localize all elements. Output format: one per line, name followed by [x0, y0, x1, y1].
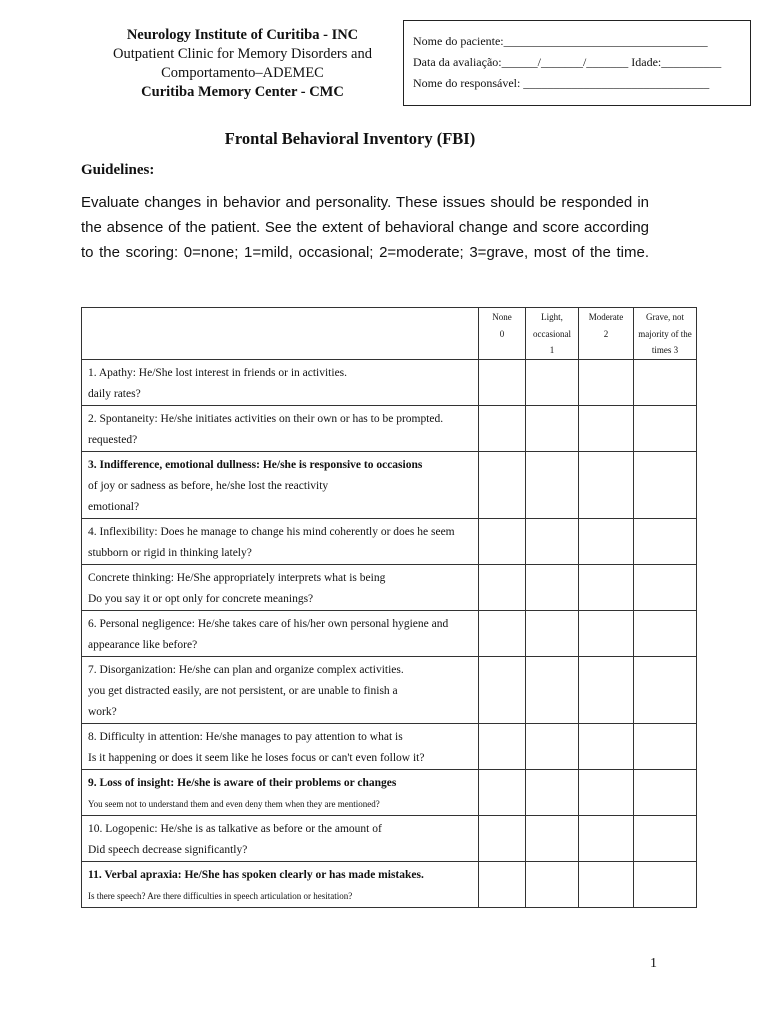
score-cell[interactable] — [579, 405, 634, 451]
item-header-cell — [82, 308, 479, 360]
score-cell[interactable] — [634, 564, 697, 610]
score-cell[interactable] — [526, 359, 579, 405]
score-cell[interactable] — [634, 451, 697, 518]
table-row — [82, 359, 697, 405]
score-cell[interactable] — [579, 359, 634, 405]
score-cell[interactable] — [479, 861, 526, 907]
table-row — [82, 610, 697, 656]
col-none-header: None 0 — [479, 308, 526, 360]
score-cell[interactable] — [634, 359, 697, 405]
item-apathy: 1. Apathy: He/She lost interest in friends or in activities. daily rates? — [82, 359, 479, 405]
table-row — [82, 564, 697, 610]
score-cell[interactable] — [479, 518, 526, 564]
instructions-paragraph: Evaluate changes in behavior and personality. These issues should be responded in the absence of the patient. See the extent of behavioral change and score according to the scoring: 0=none; 1=mild, occasional; 2=moderate; 3=grave, most of the time. — [81, 194, 649, 261]
page-title: Frontal Behavioral Inventory (FBI) — [224, 129, 476, 148]
score-cell[interactable] — [479, 656, 526, 723]
score-cell[interactable] — [579, 815, 634, 861]
score-cell[interactable] — [579, 656, 634, 723]
score-cell[interactable] — [479, 451, 526, 518]
responsible-name-field[interactable]: Nome do responsável: _______________________________ — [413, 76, 710, 90]
score-cell[interactable] — [634, 518, 697, 564]
score-cell[interactable] — [526, 861, 579, 907]
evaluation-date-field[interactable]: Data da avaliação:______/_______/_______ Idade:__________ — [413, 55, 722, 69]
score-cell[interactable] — [579, 518, 634, 564]
page-number: 1 — [650, 956, 657, 971]
memory-center-name: Curitiba Memory Center - CMC — [141, 84, 344, 100]
guidelines-heading: Guidelines: — [81, 162, 155, 178]
clinic-name-line2: Comportamento–ADEMEC — [161, 65, 324, 81]
score-cell[interactable] — [479, 815, 526, 861]
table-header-row — [82, 308, 697, 360]
table-row — [82, 451, 697, 518]
score-cell[interactable] — [579, 723, 634, 769]
table-row — [82, 861, 697, 907]
table-row — [82, 518, 697, 564]
item-disorganization: 7. Disorganization: He/she can plan and organize complex activities. you get distracted easily, are not persistent, or are unable to finish a work? — [82, 656, 479, 723]
score-cell[interactable] — [526, 769, 579, 815]
score-cell[interactable] — [479, 723, 526, 769]
score-cell[interactable] — [526, 656, 579, 723]
item-verbal-apraxia: 11. Verbal apraxia: He/She has spoken clearly or has made mistakes. Is there speech? Are there difficulties in speech articulation or hesitation? — [82, 861, 479, 907]
score-cell[interactable] — [579, 451, 634, 518]
item-concrete-thinking: Concrete thinking: He/She appropriately interprets what is being Do you say it or opt only for concrete meanings? — [82, 564, 479, 610]
score-cell[interactable] — [634, 610, 697, 656]
fbi-score-table — [81, 307, 697, 908]
score-cell[interactable] — [479, 405, 526, 451]
score-cell[interactable] — [479, 564, 526, 610]
item-logopenic: 10. Logopenic: He/she is as talkative as before or the amount of Did speech decrease significantly? — [82, 815, 479, 861]
clinic-header — [90, 26, 395, 102]
score-cell[interactable] — [526, 518, 579, 564]
score-cell[interactable] — [634, 656, 697, 723]
score-cell[interactable] — [579, 610, 634, 656]
institute-name: Neurology Institute of Curitiba - INC — [126, 27, 359, 43]
table-row — [82, 723, 697, 769]
score-cell[interactable] — [634, 769, 697, 815]
col-moderate-header: Moderate 2 — [579, 308, 634, 360]
score-cell[interactable] — [634, 723, 697, 769]
score-cell[interactable] — [526, 405, 579, 451]
score-cell[interactable] — [479, 769, 526, 815]
score-cell[interactable] — [526, 610, 579, 656]
item-loss-of-insight: 9. Loss of insight: He/she is aware of their problems or changes You seem not to understand them and even deny them when they are mentioned? — [82, 769, 479, 815]
col-light-header: Light, occasional 1 — [526, 308, 579, 360]
score-cell[interactable] — [634, 405, 697, 451]
item-indifference: 3. Indifference, emotional dullness: He/she is responsive to occasions of joy or sadness as before, he/she lost the reactivity emotional? — [82, 451, 479, 518]
table-row — [82, 405, 697, 451]
item-personal-negligence: 6. Personal negligence: He/she takes care of his/her own personal hygiene and appearance like before? — [82, 610, 479, 656]
score-cell[interactable] — [526, 564, 579, 610]
col-grave-header: Grave, not majority of the times 3 — [634, 308, 697, 360]
score-cell[interactable] — [634, 815, 697, 861]
score-cell[interactable] — [479, 359, 526, 405]
patient-name-field[interactable]: Nome do paciente:__________________________________ — [413, 34, 708, 48]
item-inflexibility: 4. Inflexibility: Does he manage to change his mind coherently or does he seem stubborn or rigid in thinking lately? — [82, 518, 479, 564]
score-cell[interactable] — [526, 451, 579, 518]
score-cell[interactable] — [479, 610, 526, 656]
score-cell[interactable] — [634, 861, 697, 907]
clinic-name-line1: Outpatient Clinic for Memory Disorders and — [113, 46, 372, 62]
item-spontaneity: 2. Spontaneity: He/she initiates activities on their own or has to be prompted. requested? — [82, 405, 479, 451]
score-cell[interactable] — [579, 564, 634, 610]
score-cell[interactable] — [579, 769, 634, 815]
patient-info-box — [403, 20, 751, 106]
item-attention: 8. Difficulty in attention: He/she manages to pay attention to what is Is it happening or does it seem like he loses focus or can't even follow it? — [82, 723, 479, 769]
table-row — [82, 656, 697, 723]
score-cell[interactable] — [526, 723, 579, 769]
table-row — [82, 769, 697, 815]
table-row — [82, 815, 697, 861]
score-cell[interactable] — [579, 861, 634, 907]
score-cell[interactable] — [526, 815, 579, 861]
